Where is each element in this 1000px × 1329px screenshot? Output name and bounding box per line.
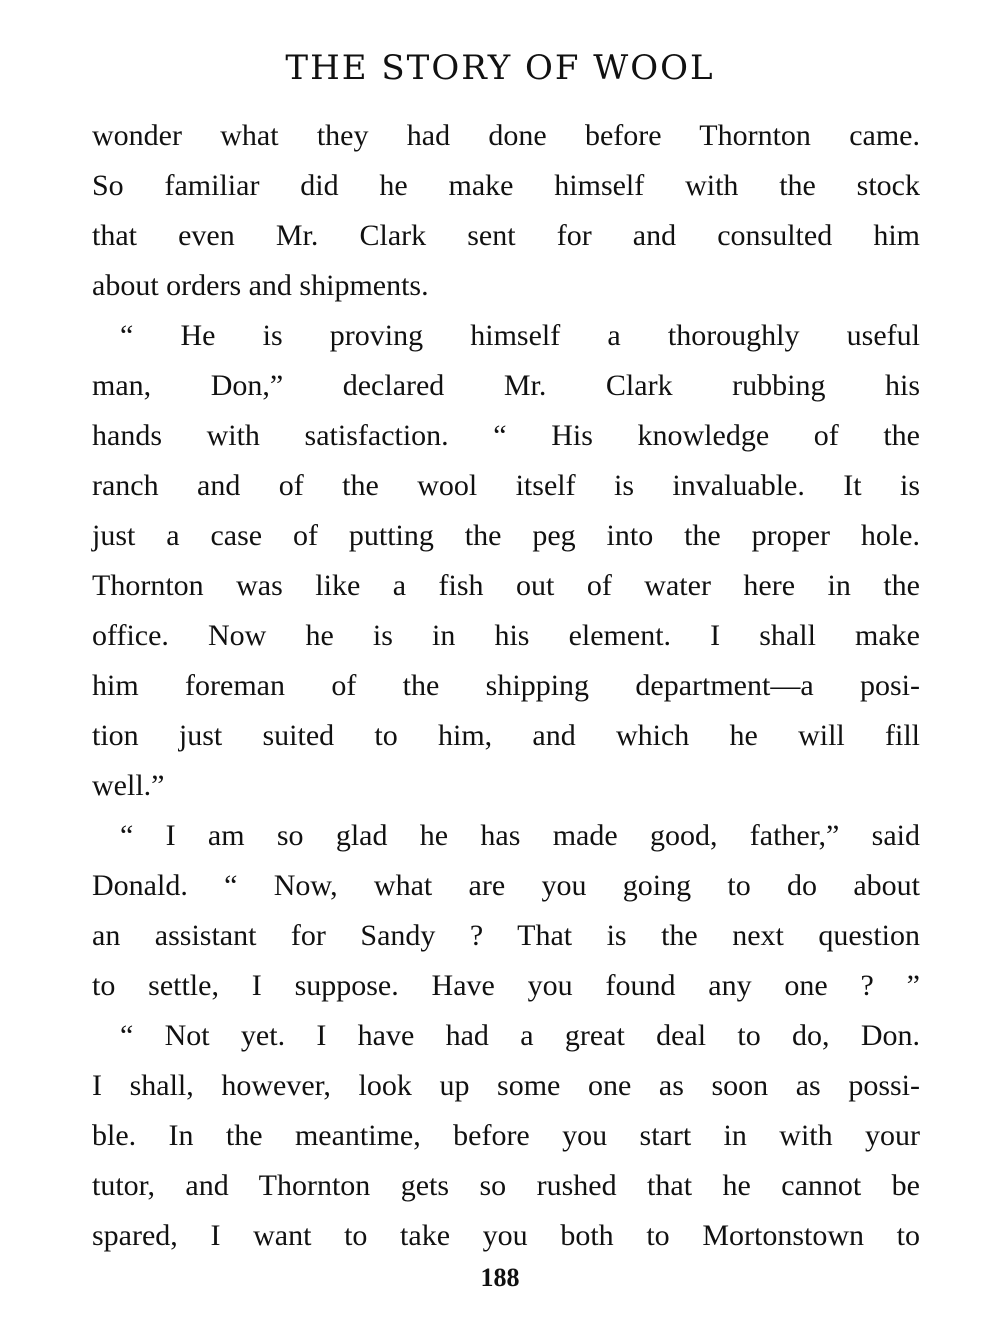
text-line: man, Don,” declared Mr. Clark rubbing his <box>92 369 920 402</box>
text-line: about orders and shipments. <box>92 269 429 302</box>
text-line: him foreman of the shipping department—a posi- <box>92 669 920 702</box>
text-line: office. Now he is in his element. I shall make <box>92 619 920 652</box>
text-line: spared, I want to take you both to Mortonstown to <box>92 1219 920 1252</box>
text-line: ranch and of the wool itself is invaluable. It is <box>92 469 920 502</box>
text-line: well.” <box>92 769 165 802</box>
text-line: “ He is proving himself a thoroughly useful <box>120 319 920 352</box>
text-line: hands with satisfaction. “ His knowledge of the <box>92 419 920 452</box>
text-line: Donald. “ Now, what are you going to do about <box>92 869 920 902</box>
text-line: that even Mr. Clark sent for and consulted him <box>92 219 920 252</box>
text-line: Thornton was like a fish out of water here in the <box>92 569 920 602</box>
text-line: tutor, and Thornton gets so rushed that he cannot be <box>92 1169 920 1202</box>
running-head-title: THE STORY OF WOOL <box>285 48 715 88</box>
text-line: to settle, I suppose. Have you found any one ? ” <box>92 969 920 1002</box>
text-line: I shall, however, look up some one as soon as possi- <box>92 1069 920 1102</box>
text-line: wonder what they had done before Thornton came. <box>92 119 920 152</box>
page-number: 188 <box>480 1263 520 1292</box>
text-line: So familiar did he make himself with the stock <box>92 169 920 202</box>
text-line: just a case of putting the peg into the proper hole. <box>92 519 920 552</box>
body-text <box>92 111 920 1261</box>
text-line: “ Not yet. I have had a great deal to do, Don. <box>120 1019 920 1052</box>
text-line: “ I am so glad he has made good, father,” said <box>120 819 920 852</box>
text-line: an assistant for Sandy ? That is the next question <box>92 919 920 952</box>
text-line: ble. In the meantime, before you start in with your <box>92 1119 920 1152</box>
text-line: tion just suited to him, and which he will fill <box>92 719 920 752</box>
